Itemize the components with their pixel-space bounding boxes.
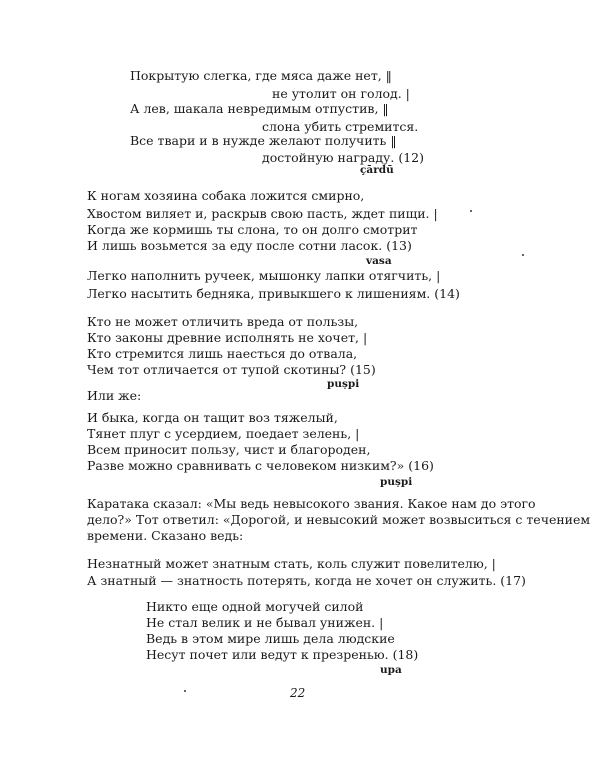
verse-16-line-4: Разве можно сравнивать с человеком низким?» (16) <box>87 458 434 473</box>
verse-15-line-3: Кто стремится лишь наесться до отвала, <box>87 346 358 361</box>
verse-12-line-4: слона убить стремится. <box>262 119 419 134</box>
prose-line-1: Каратака сказал: «Мы ведь невысокого звания. Какое нам до этого <box>87 496 536 511</box>
connector-text: Или же: <box>87 388 142 403</box>
verse-15-line-2: Кто законы древние исполнять не хочет, | <box>87 330 368 345</box>
scan-speck <box>184 690 186 692</box>
verse-16-meter: puṣpi <box>380 476 413 488</box>
verse-18-line-3: Ведь в этом мире лишь дела людские <box>146 631 395 646</box>
verse-15-line-4: Чем тот отличается от тупой скотины? (15) <box>87 362 376 377</box>
verse-16-line-2: Тянет плуг с усердием, поедает зелень, | <box>87 426 360 441</box>
verse-18-line-4: Несут почет или ведут к презренью. (18) <box>146 647 419 662</box>
prose-line-2: дело?» Тот ответил: «Дорогой, и невысокий может возвыситься с течением <box>87 512 591 527</box>
verse-12-line-2: не утолит он голод. | <box>272 86 410 101</box>
verse-18-meter: upa <box>380 664 402 676</box>
verse-13-line-1: К ногам хозяина собака ложится смирно, <box>87 188 365 203</box>
verse-18-line-2: Не стал велик и не бывал унижен. | <box>146 615 384 630</box>
scan-speck <box>470 210 472 212</box>
verse-13-line-3: Когда же кормишь ты слона, то он долго смотрит <box>87 222 418 237</box>
verse-13-line-4: И лишь возьмется за еду после сотни ласок. (13) <box>87 238 412 253</box>
verse-16-line-1: И быка, когда он тащит воз тяжелый, <box>87 410 338 425</box>
prose-line-3: времени. Сказано ведь: <box>87 528 244 543</box>
verse-12-line-1: Покрытую слегка, где мяса даже нет, ‖ <box>130 68 392 83</box>
verse-18-line-1: Никто еще одной могучей силой <box>146 599 364 614</box>
verse-17-line-1: Незнатный может знатным стать, коль служит повелителю, | <box>87 556 496 571</box>
verse-17-line-2: А знатный — знатность потерять, когда не хочет он служить. (17) <box>87 573 526 588</box>
verse-14-line-1: Легко наполнить ручеек, мышонку лапки отягчить, | <box>87 268 441 283</box>
verse-15-meter: puṣpi <box>327 378 360 390</box>
verse-15-line-1: Кто не может отличить вреда от пользы, <box>87 314 359 329</box>
verse-13-line-2: Хвостом виляет и, раскрыв свою пасть, ждет пищи. | <box>87 206 438 221</box>
verse-14-line-2: Легко насытить бедняка, привыкшего к лишениям. (14) <box>87 286 460 301</box>
verse-13-meter: vasa <box>366 255 392 267</box>
verse-12-meter: çārdū <box>360 164 394 176</box>
scan-speck <box>522 254 524 256</box>
verse-16-line-3: Всем приносит пользу, чист и благороден, <box>87 442 371 457</box>
verse-12-line-5: Все твари и в нужде желают получить ‖ <box>130 133 397 148</box>
verse-12-line-3: А лев, шакала невредимым отпустив, ‖ <box>130 101 389 116</box>
verse-12-line-6: достойную награду. (12) <box>262 150 424 165</box>
page-number: 22 <box>290 686 306 700</box>
